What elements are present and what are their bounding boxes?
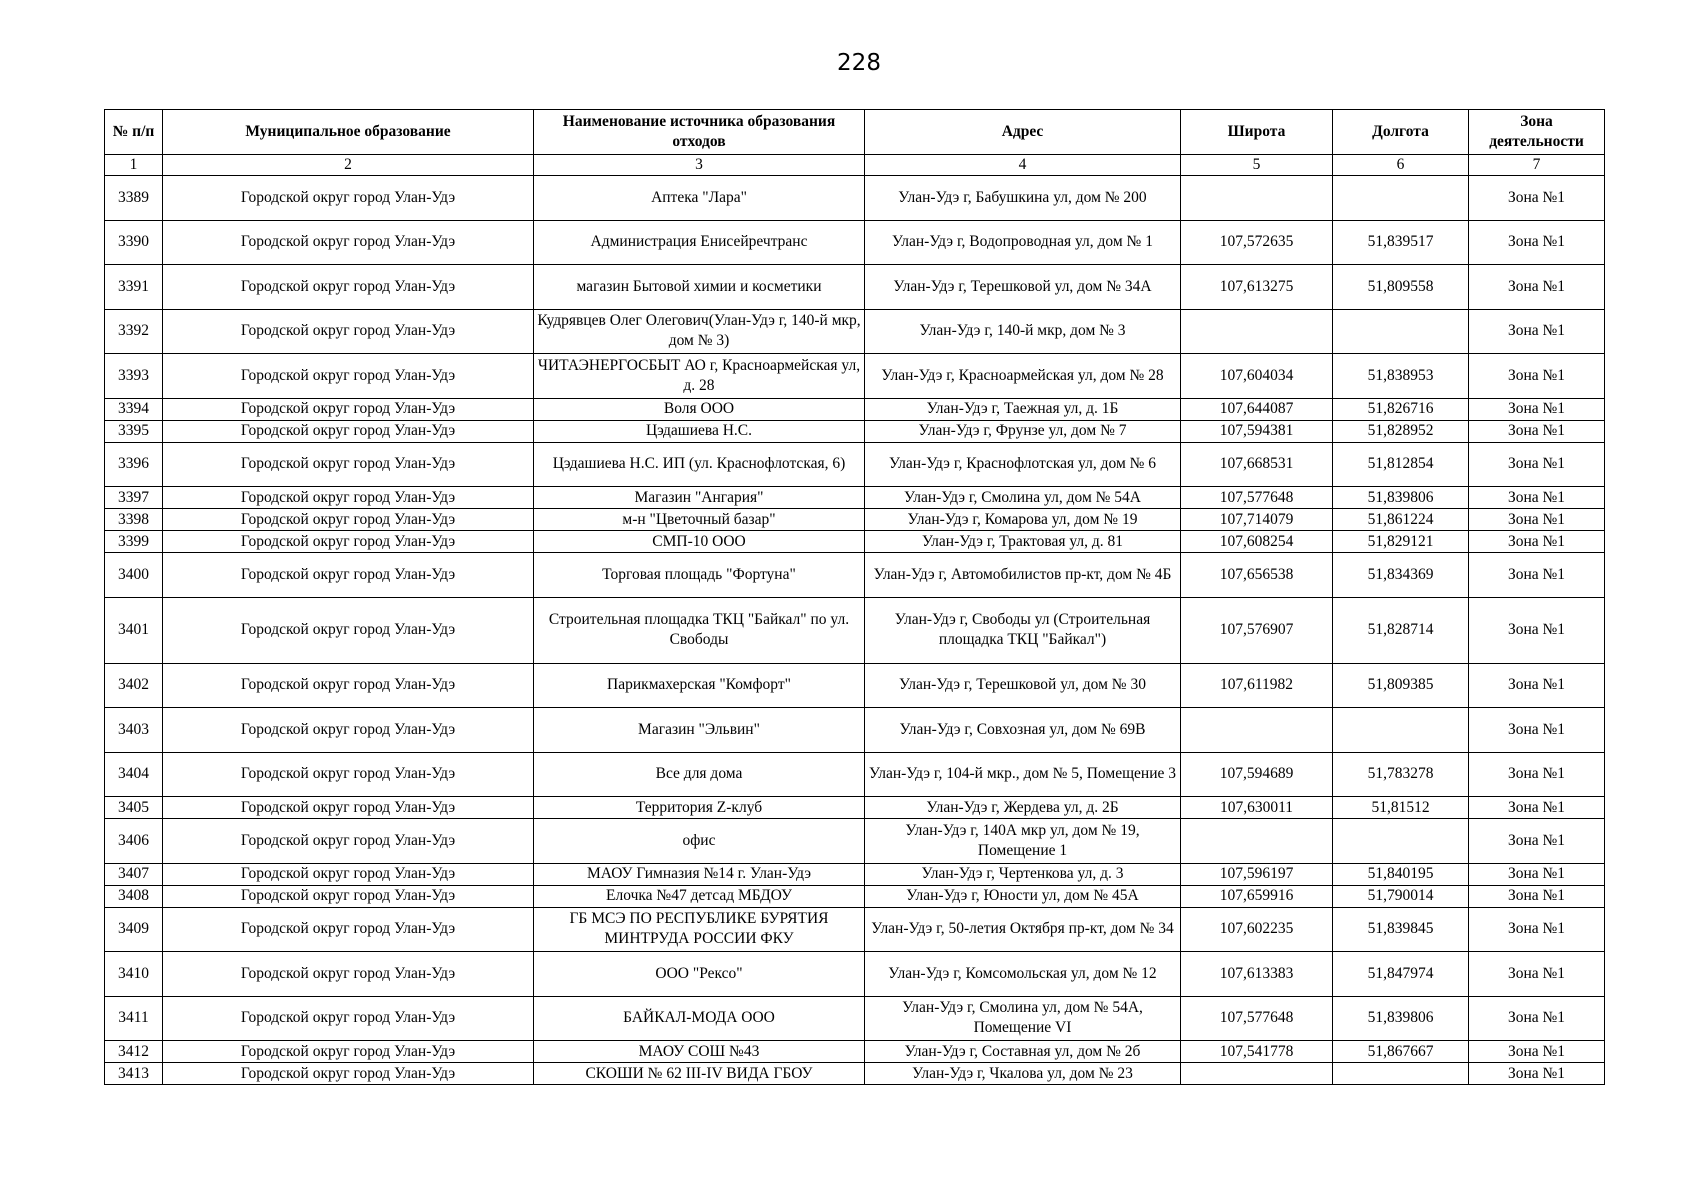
longitude-cell: 51,847974 xyxy=(1333,952,1469,997)
latitude-cell: 107,594381 xyxy=(1181,420,1333,442)
row-number-cell: 3413 xyxy=(105,1063,163,1085)
latitude-cell: 107,604034 xyxy=(1181,354,1333,399)
municipality-cell: Городской округ город Улан-Удэ xyxy=(163,176,534,221)
source-name-cell: ООО "Рексо" xyxy=(534,952,865,997)
row-number-cell: 3394 xyxy=(105,398,163,420)
table-row xyxy=(105,309,1605,354)
row-number-cell: 3400 xyxy=(105,553,163,598)
source-name-cell: Администрация Енисейречтранс xyxy=(534,220,865,265)
source-name-cell: СМП-10 ООО xyxy=(534,531,865,553)
zone-cell: Зона №1 xyxy=(1469,265,1605,310)
row-number-cell: 3409 xyxy=(105,907,163,952)
zone-cell: Зона №1 xyxy=(1469,663,1605,708)
zone-cell: Зона №1 xyxy=(1469,797,1605,819)
municipality-cell: Городской округ город Улан-Удэ xyxy=(163,354,534,399)
address-cell: Улан-Удэ г, Свободы ул (Строительная площадка ТКЦ "Байкал") xyxy=(865,597,1181,663)
latitude-cell: 107,630011 xyxy=(1181,797,1333,819)
address-cell: Улан-Удэ г, Водопроводная ул, дом № 1 xyxy=(865,220,1181,265)
municipality-cell: Городской округ город Улан-Удэ xyxy=(163,420,534,442)
municipality-cell: Городской округ город Улан-Удэ xyxy=(163,265,534,310)
zone-cell: Зона №1 xyxy=(1469,220,1605,265)
zone-cell: Зона №1 xyxy=(1469,509,1605,531)
municipality-cell: Городской округ город Улан-Удэ xyxy=(163,398,534,420)
column-number: 7 xyxy=(1469,155,1605,176)
header-row xyxy=(105,110,1605,155)
address-cell: Улан-Удэ г, Комсомольская ул, дом № 12 xyxy=(865,952,1181,997)
address-cell: Улан-Удэ г, 50-летия Октября пр-кт, дом № 34 xyxy=(865,907,1181,952)
zone-cell: Зона №1 xyxy=(1469,597,1605,663)
address-cell: Улан-Удэ г, Терешковой ул, дом № 34А xyxy=(865,265,1181,310)
row-number-cell: 3393 xyxy=(105,354,163,399)
row-number-cell: 3397 xyxy=(105,487,163,509)
row-number-cell: 3396 xyxy=(105,442,163,487)
municipality-cell: Городской округ город Улан-Удэ xyxy=(163,1041,534,1063)
column-number-row xyxy=(105,155,1605,176)
source-name-cell: Строительная площадка ТКЦ "Байкал" по ул. Свободы xyxy=(534,597,865,663)
row-number-cell: 3395 xyxy=(105,420,163,442)
source-name-cell: Цэдашиева Н.С. xyxy=(534,420,865,442)
municipality-cell: Городской округ город Улан-Удэ xyxy=(163,952,534,997)
zone-cell: Зона №1 xyxy=(1469,752,1605,797)
longitude-cell: 51,840195 xyxy=(1333,863,1469,885)
address-cell: Улан-Удэ г, Чертенкова ул, д. 3 xyxy=(865,863,1181,885)
table-row xyxy=(105,952,1605,997)
table-row xyxy=(105,220,1605,265)
row-number-cell: 3392 xyxy=(105,309,163,354)
latitude-cell: 107,644087 xyxy=(1181,398,1333,420)
zone-cell: Зона №1 xyxy=(1469,996,1605,1041)
table-row xyxy=(105,597,1605,663)
source-name-cell: МАОУ Гимназия №14 г. Улан-Удэ xyxy=(534,863,865,885)
municipality-cell: Городской округ город Улан-Удэ xyxy=(163,531,534,553)
table-row xyxy=(105,996,1605,1041)
source-name-cell: Елочка №47 детсад МБДОУ xyxy=(534,885,865,907)
latitude-cell: 107,596197 xyxy=(1181,863,1333,885)
municipality-cell: Городской округ город Улан-Удэ xyxy=(163,907,534,952)
table-row xyxy=(105,885,1605,907)
municipality-cell: Городской округ город Улан-Удэ xyxy=(163,708,534,753)
header-cell-zone: Зона деятельности xyxy=(1469,110,1605,155)
source-name-cell: Цэдашиева Н.С. ИП (ул. Краснофлотская, 6) xyxy=(534,442,865,487)
table-row xyxy=(105,420,1605,442)
municipality-cell: Городской округ город Улан-Удэ xyxy=(163,309,534,354)
row-number-cell: 3405 xyxy=(105,797,163,819)
source-name-cell: офис xyxy=(534,819,865,864)
municipality-cell: Городской округ город Улан-Удэ xyxy=(163,442,534,487)
zone-cell: Зона №1 xyxy=(1469,907,1605,952)
column-number: 2 xyxy=(163,155,534,176)
source-name-cell: МАОУ СОШ №43 xyxy=(534,1041,865,1063)
source-name-cell: СКОШИ № 62 III-IV ВИДА ГБОУ xyxy=(534,1063,865,1085)
latitude-cell: 107,594689 xyxy=(1181,752,1333,797)
source-name-cell: Магазин "Эльвин" xyxy=(534,708,865,753)
zone-cell: Зона №1 xyxy=(1469,487,1605,509)
municipality-cell: Городской округ город Улан-Удэ xyxy=(163,996,534,1041)
municipality-cell: Городской округ город Улан-Удэ xyxy=(163,797,534,819)
waste-sources-table xyxy=(104,109,1605,1085)
address-cell: Улан-Удэ г, Краснофлотская ул, дом № 6 xyxy=(865,442,1181,487)
zone-cell: Зона №1 xyxy=(1469,863,1605,885)
address-cell: Улан-Удэ г, Смолина ул, дом № 54А xyxy=(865,487,1181,509)
latitude-cell: 107,576907 xyxy=(1181,597,1333,663)
longitude-cell: 51,828714 xyxy=(1333,597,1469,663)
zone-cell: Зона №1 xyxy=(1469,1041,1605,1063)
address-cell: Улан-Удэ г, Жердева ул, д. 2Б xyxy=(865,797,1181,819)
address-cell: Улан-Удэ г, Комарова ул, дом № 19 xyxy=(865,509,1181,531)
address-cell: Улан-Удэ г, Чкалова ул, дом № 23 xyxy=(865,1063,1181,1085)
table-body xyxy=(105,176,1605,1085)
longitude-cell: 51,834369 xyxy=(1333,553,1469,598)
table-row xyxy=(105,752,1605,797)
column-number: 4 xyxy=(865,155,1181,176)
latitude-cell: 107,668531 xyxy=(1181,442,1333,487)
row-number-cell: 3398 xyxy=(105,509,163,531)
address-cell: Улан-Удэ г, 140-й мкр, дом № 3 xyxy=(865,309,1181,354)
longitude-cell xyxy=(1333,819,1469,864)
table-row xyxy=(105,509,1605,531)
header-cell-longitude: Долгота xyxy=(1333,110,1469,155)
longitude-cell xyxy=(1333,708,1469,753)
municipality-cell: Городской округ город Улан-Удэ xyxy=(163,752,534,797)
latitude-cell xyxy=(1181,819,1333,864)
source-name-cell: БАЙКАЛ-МОДА ООО xyxy=(534,996,865,1041)
latitude-cell: 107,608254 xyxy=(1181,531,1333,553)
address-cell: Улан-Удэ г, Составная ул, дом № 2б xyxy=(865,1041,1181,1063)
municipality-cell: Городской округ город Улан-Удэ xyxy=(163,663,534,708)
longitude-cell xyxy=(1333,309,1469,354)
table-row xyxy=(105,176,1605,221)
latitude-cell: 107,611982 xyxy=(1181,663,1333,708)
row-number-cell: 3402 xyxy=(105,663,163,708)
municipality-cell: Городской округ город Улан-Удэ xyxy=(163,863,534,885)
longitude-cell xyxy=(1333,176,1469,221)
row-number-cell: 3412 xyxy=(105,1041,163,1063)
row-number-cell: 3410 xyxy=(105,952,163,997)
latitude-cell: 107,613383 xyxy=(1181,952,1333,997)
row-number-cell: 3399 xyxy=(105,531,163,553)
table-row xyxy=(105,1041,1605,1063)
latitude-cell: 107,577648 xyxy=(1181,996,1333,1041)
longitude-cell: 51,838953 xyxy=(1333,354,1469,399)
address-cell: Улан-Удэ г, Терешковой ул, дом № 30 xyxy=(865,663,1181,708)
table-row xyxy=(105,398,1605,420)
address-cell: Улан-Удэ г, Фрунзе ул, дом № 7 xyxy=(865,420,1181,442)
table-row xyxy=(105,442,1605,487)
source-name-cell: Все для дома xyxy=(534,752,865,797)
source-name-cell: магазин Бытовой химии и косметики xyxy=(534,265,865,310)
address-cell: Улан-Удэ г, Бабушкина ул, дом № 200 xyxy=(865,176,1181,221)
address-cell: Улан-Удэ г, 104-й мкр., дом № 5, Помещение 3 xyxy=(865,752,1181,797)
address-cell: Улан-Удэ г, Совхозная ул, дом № 69В xyxy=(865,708,1181,753)
longitude-cell: 51,809385 xyxy=(1333,663,1469,708)
row-number-cell: 3403 xyxy=(105,708,163,753)
source-name-cell: м-н "Цветочный базар" xyxy=(534,509,865,531)
zone-cell: Зона №1 xyxy=(1469,885,1605,907)
longitude-cell: 51,839806 xyxy=(1333,487,1469,509)
zone-cell: Зона №1 xyxy=(1469,420,1605,442)
zone-cell: Зона №1 xyxy=(1469,1063,1605,1085)
column-number: 5 xyxy=(1181,155,1333,176)
page-number: 228 xyxy=(837,50,881,76)
longitude-cell: 51,790014 xyxy=(1333,885,1469,907)
table-row xyxy=(105,819,1605,864)
table-row xyxy=(105,265,1605,310)
longitude-cell: 51,81512 xyxy=(1333,797,1469,819)
column-number: 3 xyxy=(534,155,865,176)
latitude-cell xyxy=(1181,309,1333,354)
row-number-cell: 3390 xyxy=(105,220,163,265)
longitude-cell xyxy=(1333,1063,1469,1085)
longitude-cell: 51,812854 xyxy=(1333,442,1469,487)
header-cell-address: Адрес xyxy=(865,110,1181,155)
zone-cell: Зона №1 xyxy=(1469,176,1605,221)
source-name-cell: Территория Z-клуб xyxy=(534,797,865,819)
table-row xyxy=(105,708,1605,753)
latitude-cell: 107,714079 xyxy=(1181,509,1333,531)
municipality-cell: Городской округ город Улан-Удэ xyxy=(163,1063,534,1085)
latitude-cell: 107,541778 xyxy=(1181,1041,1333,1063)
longitude-cell: 51,861224 xyxy=(1333,509,1469,531)
source-name-cell: Аптека "Лара" xyxy=(534,176,865,221)
address-cell: Улан-Удэ г, Красноармейская ул, дом № 28 xyxy=(865,354,1181,399)
zone-cell: Зона №1 xyxy=(1469,309,1605,354)
municipality-cell: Городской округ город Улан-Удэ xyxy=(163,220,534,265)
latitude-cell xyxy=(1181,176,1333,221)
table-row xyxy=(105,354,1605,399)
latitude-cell: 107,613275 xyxy=(1181,265,1333,310)
address-cell: Улан-Удэ г, 140А мкр ул, дом № 19, Помещение 1 xyxy=(865,819,1181,864)
table-row xyxy=(105,797,1605,819)
zone-cell: Зона №1 xyxy=(1469,952,1605,997)
latitude-cell: 107,602235 xyxy=(1181,907,1333,952)
municipality-cell: Городской округ город Улан-Удэ xyxy=(163,597,534,663)
longitude-cell: 51,809558 xyxy=(1333,265,1469,310)
zone-cell: Зона №1 xyxy=(1469,553,1605,598)
longitude-cell: 51,826716 xyxy=(1333,398,1469,420)
source-name-cell: Торговая площадь "Фортуна" xyxy=(534,553,865,598)
zone-cell: Зона №1 xyxy=(1469,398,1605,420)
column-number: 6 xyxy=(1333,155,1469,176)
header-cell-number: № п/п xyxy=(105,110,163,155)
table-row xyxy=(105,907,1605,952)
address-cell: Улан-Удэ г, Таежная ул, д. 1Б xyxy=(865,398,1181,420)
source-name-cell: Магазин "Ангария" xyxy=(534,487,865,509)
zone-cell: Зона №1 xyxy=(1469,531,1605,553)
longitude-cell: 51,839806 xyxy=(1333,996,1469,1041)
address-cell: Улан-Удэ г, Юности ул, дом № 45А xyxy=(865,885,1181,907)
table-row xyxy=(105,487,1605,509)
municipality-cell: Городской округ город Улан-Удэ xyxy=(163,509,534,531)
header-cell-municipality: Муниципальное образование xyxy=(163,110,534,155)
table-row xyxy=(105,553,1605,598)
zone-cell: Зона №1 xyxy=(1469,819,1605,864)
source-name-cell: Кудрявцев Олег Олегович(Улан-Удэ г, 140-й мкр, дом № 3) xyxy=(534,309,865,354)
header-cell-latitude: Широта xyxy=(1181,110,1333,155)
table-row xyxy=(105,863,1605,885)
municipality-cell: Городской округ город Улан-Удэ xyxy=(163,553,534,598)
column-number: 1 xyxy=(105,155,163,176)
zone-cell: Зона №1 xyxy=(1469,354,1605,399)
latitude-cell: 107,572635 xyxy=(1181,220,1333,265)
latitude-cell: 107,659916 xyxy=(1181,885,1333,907)
row-number-cell: 3391 xyxy=(105,265,163,310)
row-number-cell: 3389 xyxy=(105,176,163,221)
longitude-cell: 51,829121 xyxy=(1333,531,1469,553)
header-cell-source-name: Наименование источника образования отходов xyxy=(534,110,865,155)
row-number-cell: 3404 xyxy=(105,752,163,797)
latitude-cell xyxy=(1181,708,1333,753)
longitude-cell: 51,783278 xyxy=(1333,752,1469,797)
source-name-cell: Воля ООО xyxy=(534,398,865,420)
source-name-cell: Парикмахерская "Комфорт" xyxy=(534,663,865,708)
zone-cell: Зона №1 xyxy=(1469,442,1605,487)
address-cell: Улан-Удэ г, Смолина ул, дом № 54А, Помещение VI xyxy=(865,996,1181,1041)
municipality-cell: Городской округ город Улан-Удэ xyxy=(163,819,534,864)
municipality-cell: Городской округ город Улан-Удэ xyxy=(163,487,534,509)
longitude-cell: 51,867667 xyxy=(1333,1041,1469,1063)
table-row xyxy=(105,1063,1605,1085)
latitude-cell: 107,656538 xyxy=(1181,553,1333,598)
source-name-cell: ЧИТАЭНЕРГОСБЫТ АО г, Красноармейская ул, д. 28 xyxy=(534,354,865,399)
address-cell: Улан-Удэ г, Автомобилистов пр-кт, дом № 4Б xyxy=(865,553,1181,598)
address-cell: Улан-Удэ г, Трактовая ул, д. 81 xyxy=(865,531,1181,553)
row-number-cell: 3407 xyxy=(105,863,163,885)
longitude-cell: 51,839517 xyxy=(1333,220,1469,265)
zone-cell: Зона №1 xyxy=(1469,708,1605,753)
row-number-cell: 3411 xyxy=(105,996,163,1041)
source-name-cell: ГБ МСЭ ПО РЕСПУБЛИКЕ БУРЯТИЯ МИНТРУДА РОССИИ ФКУ xyxy=(534,907,865,952)
table-row xyxy=(105,663,1605,708)
municipality-cell: Городской округ город Улан-Удэ xyxy=(163,885,534,907)
longitude-cell: 51,839845 xyxy=(1333,907,1469,952)
latitude-cell xyxy=(1181,1063,1333,1085)
row-number-cell: 3401 xyxy=(105,597,163,663)
row-number-cell: 3406 xyxy=(105,819,163,864)
row-number-cell: 3408 xyxy=(105,885,163,907)
table-row xyxy=(105,531,1605,553)
latitude-cell: 107,577648 xyxy=(1181,487,1333,509)
longitude-cell: 51,828952 xyxy=(1333,420,1469,442)
